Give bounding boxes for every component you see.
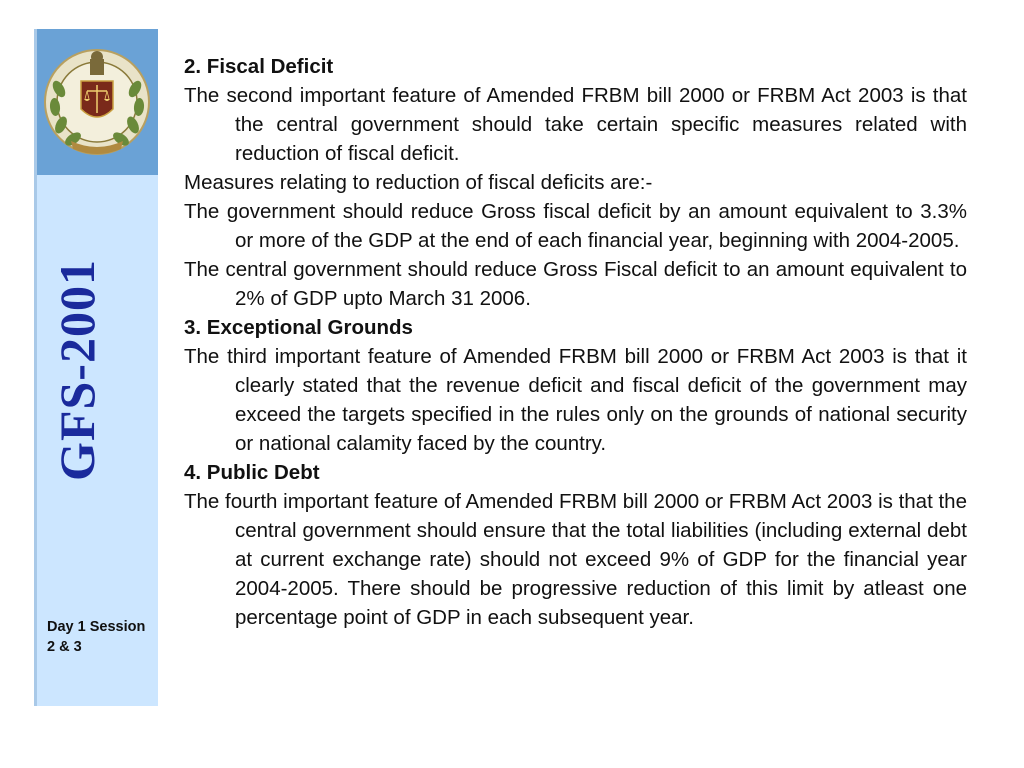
- paragraph: The fourth important feature of Amended FRBM bill 2000 or FRBM Act 2003 is that the central government should ensure that the total liabilities (including external debt at current exchange rate) should not exceed 9% of GDP for the financial year 2004-2005. There should be progressive reduction of this limit by atleast one percentage point of GDP in each subsequent year.: [184, 490, 967, 629]
- vertical-title: [46, 250, 108, 490]
- paragraph: Measures relating to reduction of fiscal deficits are:-: [184, 171, 653, 194]
- logo: [37, 29, 158, 175]
- main-content: [184, 52, 967, 632]
- section-heading: 3. Exceptional Grounds: [184, 316, 413, 339]
- session-label: Day 1 Session 2 & 3: [47, 619, 146, 655]
- paragraph: The central government should reduce Gross Fiscal deficit to an amount equivalent to 2% of GDP upto March 31 2006.: [184, 258, 967, 310]
- paragraph: The government should reduce Gross fiscal deficit by an amount equivalent to 3.3% or more of the GDP at the end of each financial year, beginning with 2004-2005.: [184, 200, 967, 252]
- emblem-seal-icon: [37, 29, 158, 175]
- section-heading: 4. Public Debt: [184, 461, 320, 484]
- paragraph: The third important feature of Amended FRBM bill 2000 or FRBM Act 2003 is that it clearly stated that the revenue deficit and fiscal deficit of the government may exceed the targets specified in the rules only on the grounds of national security or national calamity faced by the country.: [184, 345, 967, 455]
- paragraph: The second important feature of Amended FRBM bill 2000 or FRBM Act 2003 is that the central government should take certain specific measures related with reduction of fiscal deficit.: [184, 84, 967, 165]
- vertical-title-text: GFS-2001: [49, 259, 105, 481]
- section-heading: 2. Fiscal Deficit: [184, 55, 334, 78]
